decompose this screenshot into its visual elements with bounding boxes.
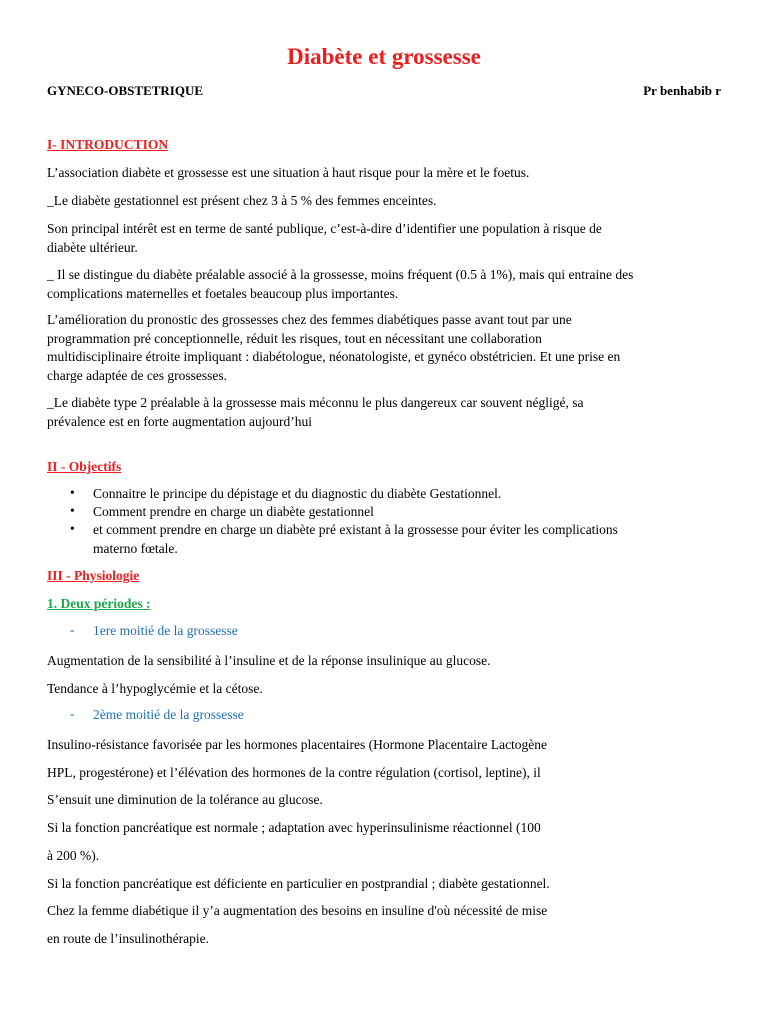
physiologie-line-2: Tendance à l’hypoglycémie et la cétose. xyxy=(47,681,263,696)
physiologie-line-9: Chez la femme diabétique il y’a augmentation des besoins en insuline d'où nécessité de mise xyxy=(47,903,548,918)
physiologie-line-10: en route de l’insulinothérapie. xyxy=(47,931,209,946)
bullet-icon: • xyxy=(70,485,75,500)
intro-paragraph-4-line-2: complications maternelles et foetales beaucoup plus importantes. xyxy=(47,286,399,301)
intro-heading: I- INTRODUCTION xyxy=(47,137,169,152)
objectif-item-3: et comment prendre en charge un diabète pré existant à la grossesse pour éviter les complications xyxy=(93,522,618,537)
bullet-icon: • xyxy=(70,503,75,518)
physiologie-line-8: Si la fonction pancréatique est déficiente en particulier en postprandial ; diabète gestationnel. xyxy=(47,876,550,891)
physiologie-line-7: à 200 %). xyxy=(47,848,100,863)
intro-paragraph-2: _Le diabète gestationnel est présent chez 3 à 5 % des femmes enceintes. xyxy=(47,193,437,208)
physiologie-line-4: HPL, progestérone) et l’élévation des hormones de la contre régulation (cortisol, leptine), il xyxy=(47,765,541,780)
department-label: GYNECO-OBSTETRIQUE xyxy=(47,83,204,98)
intro-paragraph-5-line-1: L’amélioration du pronostic des grossesses chez des femmes diabétiques passe avant tout par une xyxy=(47,312,572,327)
objectif-item-2: Comment prendre en charge un diabète gestationnel xyxy=(93,504,374,519)
physiologie-heading: III - Physiologie xyxy=(47,568,140,583)
physiologie-line-1: Augmentation de la sensibilité à l’insuline et de la réponse insulinique au glucose. xyxy=(47,653,491,668)
physiologie-line-3: Insulino-résistance favorisée par les hormones placentaires (Hormone Placentaire Lactogène xyxy=(47,737,548,752)
intro-paragraph-1: L’association diabète et grossesse est une situation à haut risque pour la mère et le foetus. xyxy=(47,165,530,180)
intro-paragraph-5-line-4: charge adaptée de ces grossesses. xyxy=(47,368,228,383)
objectif-item-3-continued: materno fœtale. xyxy=(93,541,178,556)
period-2-label: 2ème moitié de la grossesse xyxy=(93,707,244,722)
document-title: Diabète et grossesse xyxy=(287,44,481,69)
intro-paragraph-3-line-1: Son principal intérêt est en terme de santé publique, c’est-à-dire d’identifier une population à risque de xyxy=(47,221,602,236)
intro-paragraph-5-line-3: multidisciplinaire étroite impliquant : diabétologue, néonatologiste, et gynéco obstétricien. Et une prise en xyxy=(47,349,621,364)
intro-paragraph-5-line-2: programmation pré conceptionnelle, réduit les risques, tout en nécessitant une collaboration xyxy=(47,331,542,346)
physiologie-line-6: Si la fonction pancréatique est normale ; adaptation avec hyperinsulinisme réactionnel (100 xyxy=(47,820,541,835)
objectifs-heading: II - Objectifs xyxy=(47,459,122,474)
intro-paragraph-6-line-1: _Le diabète type 2 préalable à la grossesse mais méconnu le plus dangereux car souvent négligé, sa xyxy=(47,395,584,410)
intro-paragraph-3-line-2: diabète ultérieur. xyxy=(47,240,138,255)
deux-periodes-heading: 1. Deux périodes : xyxy=(47,596,151,611)
author-label: Pr benhabib r xyxy=(643,83,721,98)
dash-marker: - xyxy=(70,622,75,637)
objectif-item-1: Connaitre le principe du dépistage et du diagnostic du diabète Gestationnel. xyxy=(93,486,502,501)
physiologie-line-5: S’ensuit une diminution de la tolérance au glucose. xyxy=(47,792,323,807)
bullet-icon: • xyxy=(70,521,75,536)
intro-paragraph-4-line-1: _ Il se distingue du diabète préalable associé à la grossesse, moins fréquent (0.5 à 1%), mais qui entraine des xyxy=(47,267,634,282)
intro-paragraph-6-line-2: prévalence est en forte augmentation aujourd’hui xyxy=(47,414,313,429)
period-1-label: 1ere moitié de la grossesse xyxy=(93,623,238,638)
dash-marker: - xyxy=(70,706,75,721)
